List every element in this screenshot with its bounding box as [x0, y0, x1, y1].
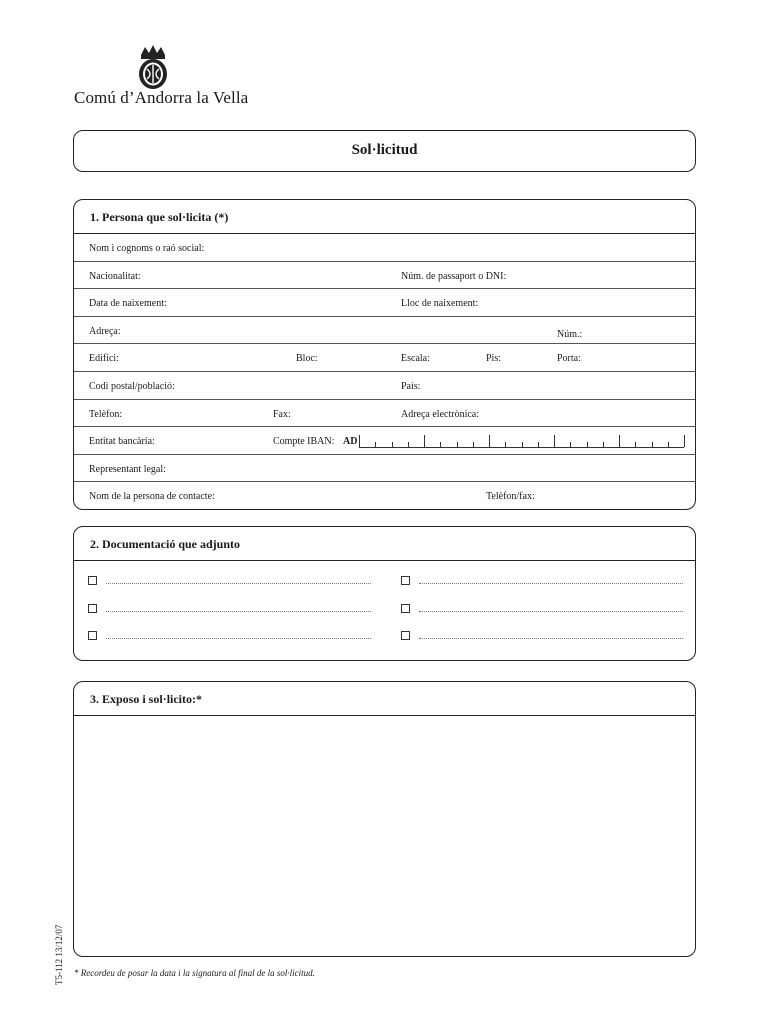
section-heading: 3. Exposo i sol·licito:*: [74, 682, 695, 716]
iban-cell-divider: [652, 442, 653, 447]
document-checkbox[interactable]: [401, 604, 410, 613]
section-heading: 2. Documentació que adjunto: [74, 527, 695, 561]
block-field[interactable]: Bloc:: [296, 353, 318, 365]
form-row: [74, 455, 695, 483]
nationality-field[interactable]: Nacionalitat:: [89, 270, 141, 282]
iban-cell-divider: [570, 442, 571, 447]
fax-field[interactable]: Fax:: [273, 408, 291, 420]
iban-cell-divider: [635, 442, 636, 447]
name-field[interactable]: Nom i cognoms o raó social:: [89, 243, 205, 254]
form-row: [74, 317, 695, 345]
iban-cell-divider: [408, 442, 409, 447]
iban-cell-divider: [505, 442, 506, 447]
address-field[interactable]: Adreça:: [89, 325, 121, 337]
iban-cell-divider: [522, 442, 523, 447]
bank-field[interactable]: Entitat bancària:: [89, 436, 155, 448]
iban-cell-divider: [440, 442, 441, 447]
form-row: [74, 482, 695, 510]
iban-cell-divider: [684, 435, 685, 447]
iban-cell-divider: [457, 442, 458, 447]
form-row: [74, 372, 695, 400]
document-checkbox[interactable]: [88, 576, 97, 585]
birth-place-field[interactable]: Lloc de naixement:: [401, 298, 479, 310]
iban-cell-divider: [359, 435, 360, 447]
form-code: T5-112 13/12/07: [54, 924, 64, 985]
contact-phone-field[interactable]: Telèfon/fax:: [486, 491, 535, 503]
document-description-line[interactable]: [106, 583, 371, 584]
iban-cell-divider: [489, 435, 490, 447]
iban-cell-divider: [375, 442, 376, 447]
number-field[interactable]: Núm.:: [557, 328, 583, 340]
iban-cell-divider: [392, 442, 393, 447]
iban-cell-divider: [587, 442, 588, 447]
door-field[interactable]: Porta:: [557, 353, 581, 365]
stair-field[interactable]: Escala:: [401, 353, 430, 365]
document-checkbox[interactable]: [401, 576, 410, 585]
document-description-line[interactable]: [419, 611, 683, 612]
footer-note: * Recordeu de posar la data i la signatura al final de la sol·licitud.: [74, 968, 315, 978]
country-field[interactable]: País:: [401, 380, 421, 392]
form-title-box: [73, 130, 696, 172]
iban-cell-divider: [473, 442, 474, 447]
passport-field[interactable]: Núm. de passaport o DNI:: [401, 270, 507, 282]
form-row: [74, 289, 695, 317]
floor-field[interactable]: Pis:: [486, 353, 502, 365]
organization-name: Comú d’Andorra la Vella: [74, 88, 249, 107]
form-title: Sol·licitud: [351, 142, 418, 158]
postal-code-field[interactable]: Codi postal/població:: [89, 380, 175, 392]
form-row: [74, 427, 695, 455]
contact-person-field[interactable]: Nom de la persona de contacte:: [89, 491, 215, 503]
birth-date-field[interactable]: Data de naixement:: [89, 298, 167, 310]
document-checkbox[interactable]: [88, 631, 97, 640]
document-checkbox[interactable]: [88, 604, 97, 613]
coat-of-arms-icon: [136, 42, 170, 90]
section-documentation: [73, 526, 696, 661]
iban-cell-divider: [603, 442, 604, 447]
iban-cell-divider: [424, 435, 425, 447]
iban-cell-divider: [668, 442, 669, 447]
form-row: [74, 262, 695, 290]
legal-representative-field[interactable]: Representant legal:: [89, 463, 166, 475]
section-statement: [73, 681, 696, 957]
document-description-line[interactable]: [419, 583, 683, 584]
section-heading: 1. Persona que sol·licita (*): [74, 200, 695, 234]
iban-cell-divider: [538, 442, 539, 447]
document-checkbox[interactable]: [401, 631, 410, 640]
email-field[interactable]: Adreça electrònica:: [401, 408, 480, 420]
iban-input-cells[interactable]: [359, 435, 684, 448]
document-description-line[interactable]: [106, 611, 371, 612]
document-description-line[interactable]: [106, 638, 371, 639]
statement-textarea[interactable]: [74, 716, 695, 956]
phone-field[interactable]: Telèfon:: [89, 408, 123, 420]
building-field[interactable]: Edifici:: [89, 353, 119, 365]
iban-label: Compte IBAN:: [273, 436, 335, 448]
form-row: [74, 344, 695, 372]
section-requester: [73, 199, 696, 510]
iban-cell-divider: [619, 435, 620, 447]
iban-cell-divider: [554, 435, 555, 447]
form-row: [74, 234, 695, 262]
document-description-line[interactable]: [419, 638, 683, 639]
iban-prefix: AD: [343, 436, 358, 448]
form-row: [74, 400, 695, 428]
